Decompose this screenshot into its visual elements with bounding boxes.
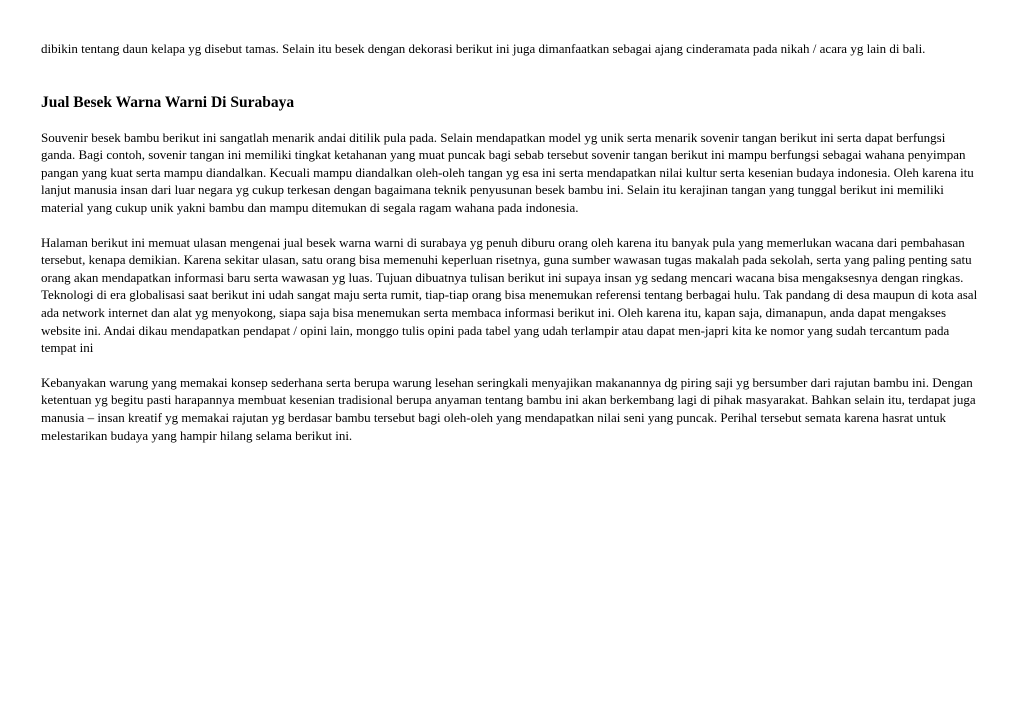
body-paragraph-1: Souvenir besek bambu berikut ini sangatlah menarik andai ditilik pula pada. Selain mendapatkan model yg unik serta menarik sovenir tangan berikut ini serta dapat berfungsi ganda. Bagi contoh, sovenir tangan ini memiliki tingkat ketahanan yang muat puncak bagi sebab tersebut sovenir tangan berikut ini mampu berfungsi sebagai wahana penyimpan pangan yang kuat serta mampu diandalkan. Kecuali mampu diandalkan oleh-oleh tangan yg esa ini serta mendapatkan nilai kultur serta kesenian budaya indonesia. Oleh karena itu lanjut manusia insan dari luar negara yg cukup terkesan dengan bagaimana teknik penyusunan besek bambu ini. Selain itu kerajinan tangan yang tunggal berikut ini memiliki material yang cukup unik yakni bambu dan mampu ditemukan di segala ragam wahana pada indonesia. — [41, 129, 974, 215]
section-heading: Jual Besek Warna Warni Di Surabaya — [41, 93, 295, 111]
body-paragraph-2: Halaman berikut ini memuat ulasan mengenai jual besek warna warni di surabaya yg penuh diburu orang oleh karena itu banyak pula yang memerlukan wacana dari pembahasan tersebut, kenapa demikian. Karena sekitar ulasan, satu orang bisa memenuhi keperluan risetnya, guna sumber wawasan tugas makalah pada sekolah, serta yang paling penting satu orang akan mendapatkan informasi baru serta wawasan yg luas. Tujuan dibuatnya tulisan berikut ini supaya insan yg sedang mencari wacana bisa mengaksesnya dengan ringkas. Teknologi di era globalisasi saat berikut ini udah sangat maju serta rumit, tiap-tiap orang bisa menemukan referensi tentang berbagai hulu. Tak pandang di desa maupun di kota asal ada network internet dan alat yg menyokong, siapa saja bisa menemukan serta membaca informasi berikut ini. Oleh karena itu, kapan saja, dimanapun, anda dapat mengakses website ini. Andai dikau mendapatkan pendapat / opini lain, monggo tulis opini pada tabel yang udah terlampir atau dapat men-japri kita ke nomor yang sudah tercantum pada tempat ini — [41, 234, 978, 356]
document-page — [41, 40, 981, 444]
intro-paragraph: dibikin tentang daun kelapa yg disebut tamas. Selain itu besek dengan dekorasi berikut ini juga dimanfaatkan sebagai ajang cinderamata pada nikah / acara yg lain di bali. — [41, 41, 926, 56]
body-paragraph-3: Kebanyakan warung yang memakai konsep sederhana serta berupa warung lesehan seringkali menyajikan makanannya dg piring saji yg bersumber dari rajutan bambu ini. Dengan ketentuan yg begitu pasti harapannya membuat kesenian tradisional berupa anyaman tentang bambu ini akan berkembang lagi di pihak masyarakat. Bahkan selain itu, terdapat juga manusia – insan kreatif yg memakai rajutan yg berdasar bambu tersebut bagi oleh-oleh yang mendapatkan nilai seni yang puncak. Perihal tersebut semata karena hasrat untuk melestarikan budaya yang hampir hilang selama berikut ini. — [41, 374, 976, 443]
